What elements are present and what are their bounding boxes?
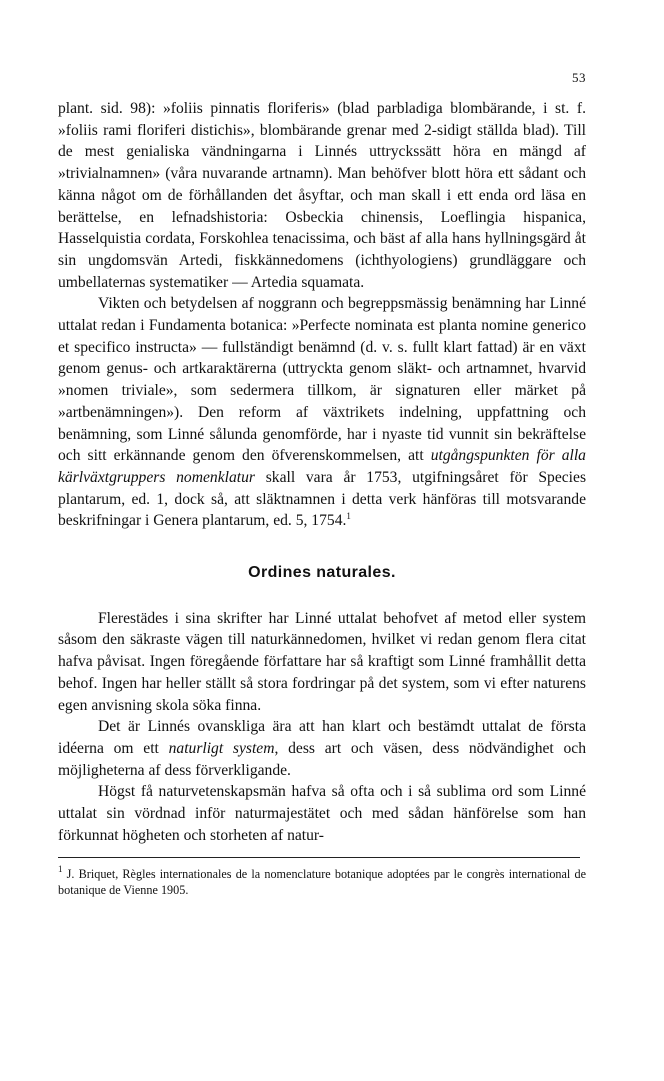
page-number: 53 [572, 70, 586, 85]
emphasized-text: naturligt system [168, 739, 275, 757]
footnote [58, 863, 586, 898]
section-heading: Ordines naturales. [248, 564, 396, 582]
footnote-divider [58, 857, 580, 858]
paragraph-text: skall vara år 1753, utgifningsåret för Species plantarum, ed. 1, dock så, att släktnamnen i detta verk hänföras till motsvarande beskrifningar i Genera plantarum, ed. 5, 1754. [58, 468, 587, 530]
paragraph-text: Det är Linnés ovanskliga ära att han klart och bestämdt uttalat de första idéerna om ett [58, 718, 586, 757]
footnote-marker: 1 [58, 863, 63, 874]
paragraph [58, 781, 586, 846]
paragraph-text: plant. sid. 98): »foliis pinnatis floriferis» (blad parbladiga blombärande, i st. f. »foliis rami floriferi distichis», blombärande grenar med 2-sidigt ställda blad). Till de mest genialiska vändningarna i Linnés uttryckssätt höra en mängd af »trivialnamnen» (våra nuvarande artnamn). Man behöfver blott höra ett sådant och känna något om de förhållanden det åsyftar, och man skall i ett enda ord läsa en berättelse, en lefnadshistoria: Osbeckia chinensis, Loeflingia hispanica, Hasselquistia cordata, Forskohlea tenacissima, och bäst af alla hans hyllningsgärd åt sin ungdomsvän Artedi, fiskkännedomens (ichthyologiens) grundläggare och umbellaternas systematiker — Artedia squamata. [58, 100, 586, 291]
body-text [58, 98, 586, 898]
paragraph-text: , dess art och väsen, dess nödvändighet och möjligheterna af dess förverkligande. [58, 739, 586, 779]
footnote-reference: 1 [346, 511, 351, 522]
emphasized-text: utgångspunkten för alla kärlväxtgruppers nomenklatur [58, 447, 586, 486]
paragraph [58, 716, 586, 781]
paragraph-text: Högst få naturvetenskapsmän hafva så ofta och i så sublima ord som Linné uttalat sin vördnad inför naturmajestätet och med sådan hänförelse som han förkunnat högheten och storheten af natur- [58, 783, 586, 844]
paragraph-text: Vikten och betydelsen af noggrann och begreppsmässig benämning har Linné uttalat redan i Fundamenta botanica: »Perfecte nominata est planta nomine generico et specifico instructa» — fullständigt benämnd (d. v. s. fullt klart fattad) är en växt genom genus- och artkaraktärerna (uttryckta genom släkt- och artnamnet, hvarvid »nomen triviale», som sedermera tillkom, är signaturen eller märket på »artbenämningen»). Den reform af växtrikets indelning, uppfattning och benämning, som Linné sålunda genomförde, har i nyaste tid vunnit sin bekräftelse och sitt erkännande genom den öfverenskommelsen, att [58, 295, 586, 465]
paragraph [58, 293, 586, 532]
paragraph-text: Flerestädes i sina skrifter har Linné uttalat behofvet af metod eller system såsom den säkraste vägen till naturkännedomen, hvilket vi redan genom flera citat hafva påvisat. Ingen föregående författare har så kraftigt som Linné framhållit detta behof. Ingen har heller ställt så stora fordringar på det system, som vi efter naturens egen anvisning skola söka finna. [58, 609, 586, 714]
footnote-text: J. Briquet, Règles internationales de la nomenclature botanique adoptées par le congrès international de botanique de Vienne 1905. [58, 866, 586, 897]
paragraph [58, 608, 586, 717]
paragraph [58, 98, 586, 293]
